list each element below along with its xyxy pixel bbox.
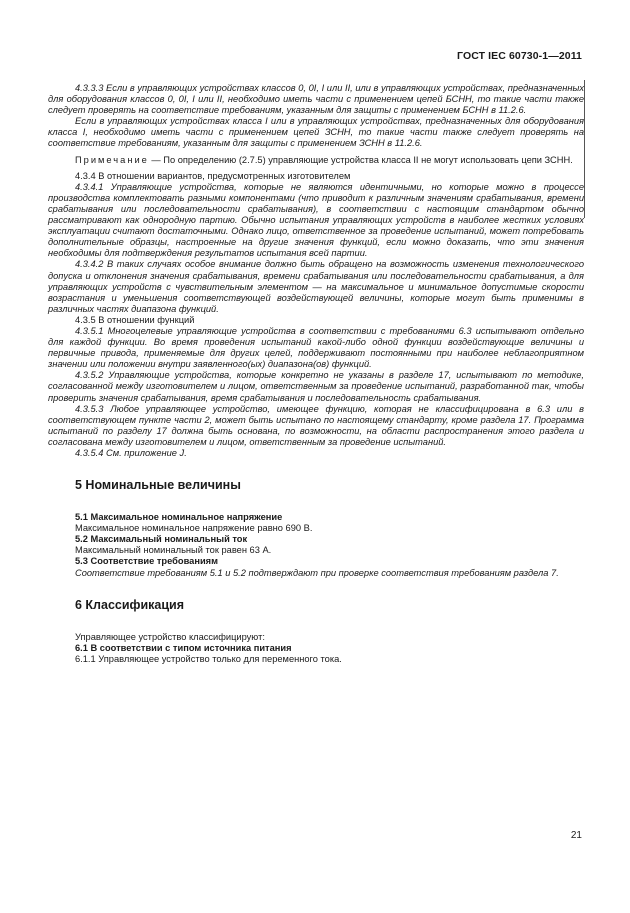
paragraph-4-3-5-3: 4.3.5.3 Любое управляющее устройство, имеющее функцию, которая не классифицирована в 6.3 или в соответствующем пункте части 2, может быть испытано по настоящему стандарту, кроме раздела 17. Программа испытаний по разделу 17 должна быть основана, по возможности, на области распространения этого раздела и согласована между изготовителем и лицом, ответственным за проведение испытаний.	[48, 403, 584, 447]
paragraph-4-3-3-3: 4.3.3.3 Если в управляющих устройствах классов 0, 0I, I или II, или в управляющих устройствах, предназначенных для оборудования классов 0, 0I, I или II, необходимо иметь части с применением цепей БСНН, то такие части также следует проверять на соответствие требованиям, указанным для защиты с применением БСНН в 11.2.6.	[48, 83, 584, 116]
paragraph-4-3-5-2: 4.3.5.2 Управляющие устройства, которые конкретно не указаны в разделе 17, испытывают по методике, согласованной между изготовителем и лицом, ответственным за проведение испытаний, разработанной так, чтобы проверить значения срабатывания, время срабатывания и последовательность срабатывания.	[48, 370, 584, 403]
section-6-intro: Управляющее устройство классифицируют:	[75, 631, 265, 642]
subsection-5-3-title: 5.3 Соответствие требованиям	[75, 556, 218, 567]
paragraph-4-3-4-1: 4.3.4.1 Управляющие устройства, которые не являются идентичными, но которые можно в процессе производства комплектовать разными компонентами (что приводит к различным значениям срабатывания, времени срабатывания или последовательности срабатывания), в соответствии с настоящим стандартом обычно рассматривают как однородную партию. Обычно испытания управляющих устройств в наиболее жестких условиях эксплуатации считают достаточными. Однако лицо, ответственное за проведение испытаний, может потребовать дополнительные образцы, настроенные на другие значения функций, если можно доказать, что эти значения необходимы для подтверждения результатов испытания всей партии.	[48, 181, 584, 259]
paragraph-4-3-4: 4.3.4 В отношении вариантов, предусмотренных изготовителем	[75, 170, 351, 181]
subsection-6-1-title: 6.1 В соответствии с типом источника питания	[75, 642, 292, 653]
note-text: — По определению (2.7.5) управляющие устройства класса II не могут использовать цепи ЗСНН.	[148, 154, 573, 165]
note-label: Примечание	[75, 154, 149, 165]
paragraph-4-3-4-2: 4.3.4.2 В таких случаях особое внимание должно быть обращено на возможность изменения технологического допуска и отклонения значения срабатывания, времени срабатывания или последовательности срабатывания, а для управляющих устройств с чувствительным элементом — на максимальное и минимальное допустимые скорости возрастания и уменьшения соответствующей воздействующей величины, которые могут быть применимы в различных частях диапазона функций.	[48, 259, 584, 314]
change-bar	[584, 80, 585, 218]
subsection-5-2-text: Максимальный номинальный ток равен 63 А.	[75, 545, 272, 556]
subsection-6-1-1-text: 6.1.1 Управляющее устройство только для переменного тока.	[75, 653, 342, 664]
note	[48, 155, 584, 166]
subsection-5-1-text: Максимальное номинальное напряжение равно 690 В.	[75, 523, 313, 534]
paragraph-4-3-5-4: 4.3.5.4 См. приложение J.	[75, 448, 187, 458]
paragraph-4-3-5-1: 4.3.5.1 Многоцелевые управляющие устройства в соответствии с требованиями 6.3 испытывают отдельно для каждой функции. Во время проведения испытаний какой-либо одной функции воздействующие величины и первичные привода, применяемые для других целей, поддерживают постоянными при наиболее неблагоприятном значении или положении внутри заявленного(ых) диапазона(ов) функций.	[48, 325, 584, 370]
subsection-5-1-title: 5.1 Максимальное номинальное напряжение	[75, 512, 283, 523]
standard-header: ГОСТ IEC 60730-1—2011	[457, 50, 582, 62]
paragraph-4-3-3-3-cont: Если в управляющих устройствах класса I или в управляющих устройствах, предназначенных для оборудования класса I, необходимо иметь части с применением цепей ЗСНН, то такие части также следует проверять на соответствие требованиям, указанным для защиты с применением ЗСНН в 11.2.6.	[48, 116, 584, 149]
subsection-5-3-text: Соответствие требованиям 5.1 и 5.2 подтверждают при проверке соответствия требованиям раздела 7.	[75, 567, 559, 578]
page-number: 21	[570, 830, 582, 841]
paragraph-4-3-5: 4.3.5 В отношении функций	[75, 314, 195, 325]
section-6-heading: 6 Классификация	[75, 597, 185, 612]
page-body	[48, 83, 584, 665]
section-5-heading: 5 Номинальные величины	[75, 478, 241, 493]
subsection-5-2-title: 5.2 Максимальный номинальный ток	[75, 534, 248, 545]
